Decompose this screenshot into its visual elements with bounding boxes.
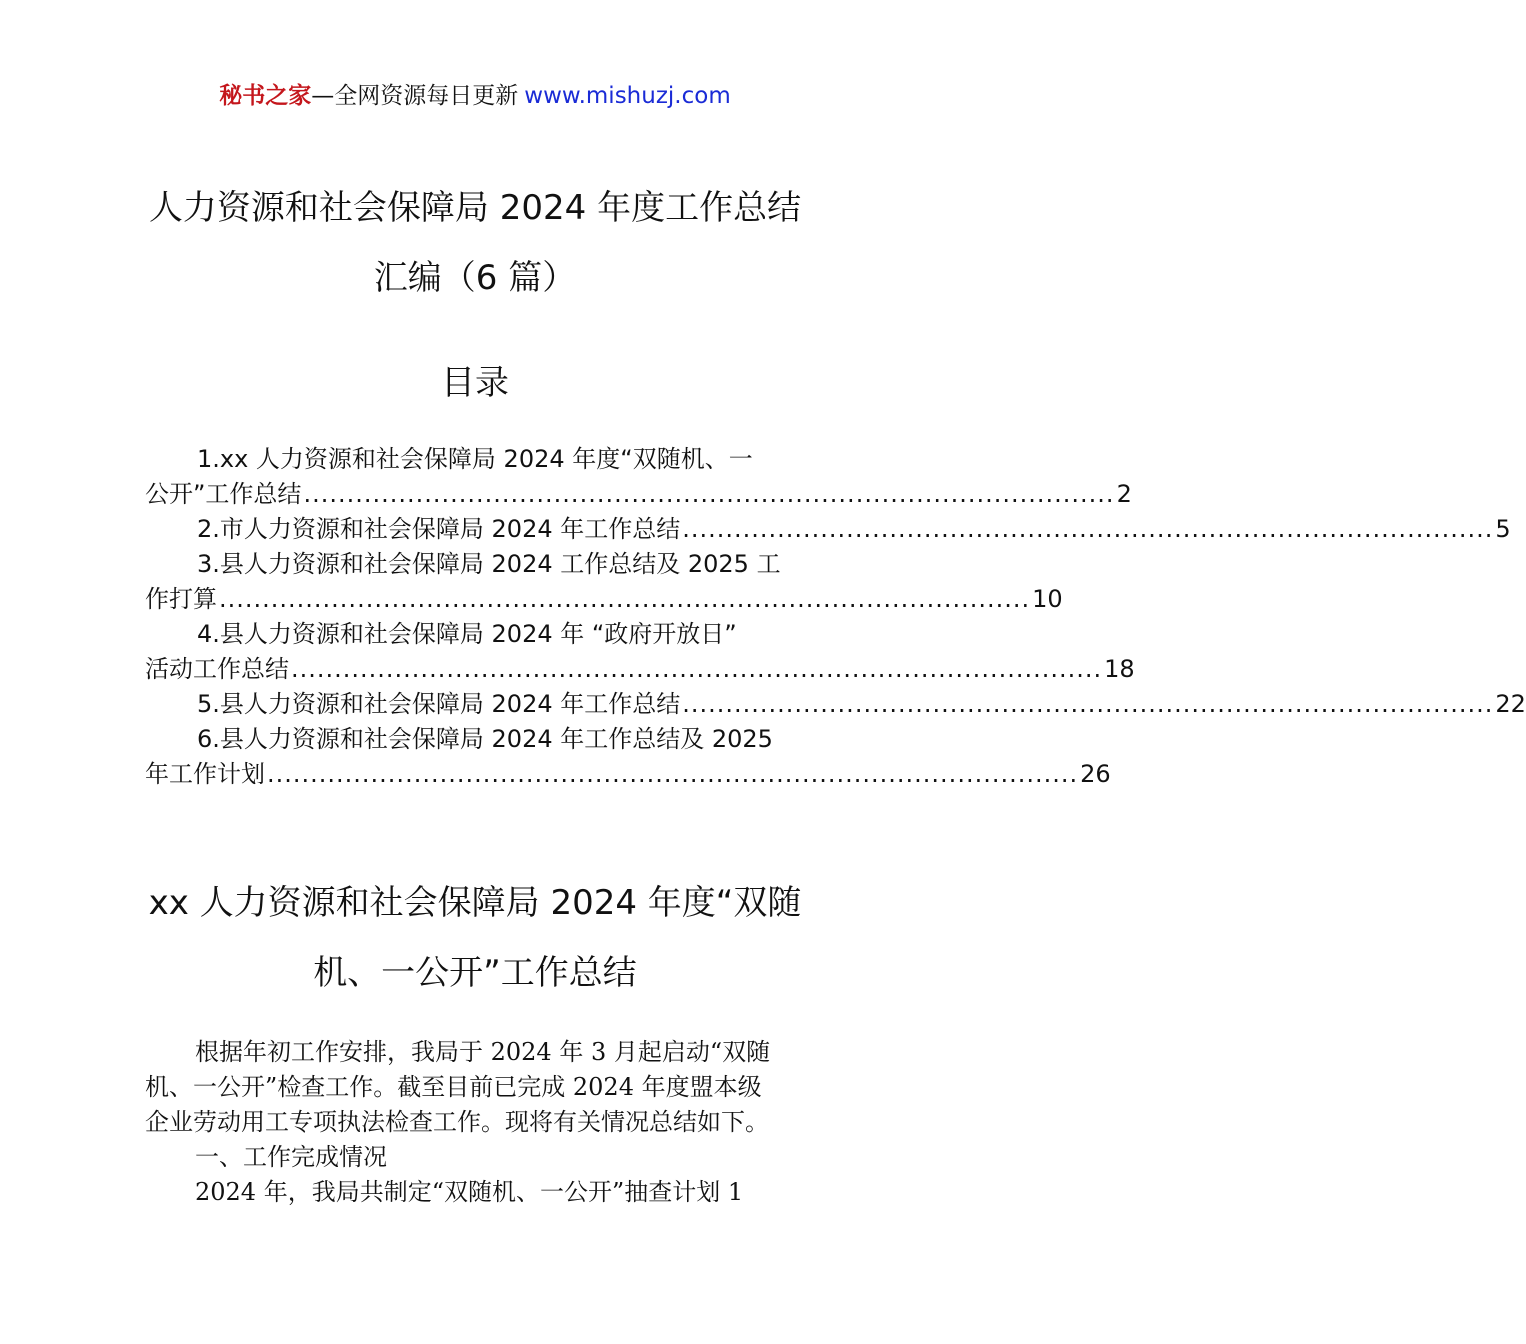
toc-item-3-line-2: 作打算 bbox=[145, 585, 217, 613]
site-header bbox=[0, 78, 950, 114]
toc-item-3-line-1: 3.县人力资源和社会保障局 2024 工作总结及 2025 工 bbox=[197, 550, 781, 578]
toc-item-4-cont[interactable] bbox=[145, 652, 1135, 687]
document-title-line-1: 人力资源和社会保障局 2024 年度工作总结 bbox=[148, 188, 802, 228]
toc-leader-dots: .............................................................................................. bbox=[267, 760, 1079, 788]
toc-item-2[interactable] bbox=[145, 512, 1511, 547]
toc-leader-dots: .............................................................................................. bbox=[219, 585, 1031, 613]
toc-item-2-page: 5 bbox=[1495, 515, 1511, 543]
paragraph-line: 机、一公开”检查工作。截至目前已完成 2024 年度盟本级 bbox=[145, 1073, 762, 1101]
toc-item-6-line-2: 年工作计划 bbox=[145, 760, 265, 788]
toc-item-5-page: 22 bbox=[1495, 690, 1526, 718]
toc-item-2-label: 2.市人力资源和社会保障局 2024 年工作总结 bbox=[197, 515, 681, 543]
paragraph-line: 企业劳动用工专项执法检查工作。现将有关情况总结如下。 bbox=[145, 1108, 769, 1136]
toc-item-1-line-1: 1.xx 人力资源和社会保障局 2024 年度“双随机、一 bbox=[197, 445, 753, 473]
toc-item-1-page: 2 bbox=[1116, 480, 1132, 508]
toc-item-1-cont[interactable] bbox=[145, 477, 1132, 512]
toc-item-4-line-2: 活动工作总结 bbox=[145, 655, 289, 683]
toc-item-4[interactable] bbox=[145, 617, 805, 652]
toc-item-1[interactable] bbox=[145, 442, 805, 477]
brand-name: 秘书之家 bbox=[219, 83, 312, 109]
toc-item-3[interactable] bbox=[145, 547, 805, 582]
toc-item-3-page: 10 bbox=[1032, 585, 1063, 613]
toc-item-4-line-1: 4.县人力资源和社会保障局 2024 年 “政府开放日” bbox=[197, 620, 737, 648]
toc-item-4-page: 18 bbox=[1104, 655, 1135, 683]
document-title-line-2: 汇编（6 篇） bbox=[373, 258, 577, 298]
toc-item-5-label: 5.县人力资源和社会保障局 2024 年工作总结 bbox=[197, 690, 681, 718]
toc-item-6-page: 26 bbox=[1080, 760, 1111, 788]
toc-heading: 目录 bbox=[441, 363, 509, 403]
toc-leader-dots: .............................................................................................. bbox=[303, 480, 1115, 508]
toc-item-6-line-1: 6.县人力资源和社会保障局 2024 年工作总结及 2025 bbox=[197, 725, 773, 753]
toc-item-6[interactable] bbox=[145, 722, 805, 757]
paragraph-line: 根据年初工作安排，我局于 2024 年 3 月起启动“双随 bbox=[195, 1038, 771, 1066]
toc-leader-dots: .............................................................................................. bbox=[682, 515, 1494, 543]
toc-leader-dots: .............................................................................................. bbox=[682, 690, 1494, 718]
subheading: 一、工作完成情况 bbox=[195, 1143, 387, 1171]
toc-item-6-cont[interactable] bbox=[145, 757, 1111, 792]
section-body bbox=[145, 1035, 805, 1210]
section-title-line-2: 机、一公开”工作总结 bbox=[313, 953, 637, 993]
toc-item-3-cont[interactable] bbox=[145, 582, 1063, 617]
site-url-link[interactable]: www.mishuzj.com bbox=[524, 83, 731, 109]
toc-leader-dots: .............................................................................................. bbox=[291, 655, 1103, 683]
table-of-contents bbox=[145, 442, 1526, 792]
section-title-line-1: xx 人力资源和社会保障局 2024 年度“双随 bbox=[148, 883, 802, 923]
toc-item-1-line-2: 公开”工作总结 bbox=[145, 480, 302, 508]
toc-item-5[interactable] bbox=[145, 687, 1526, 722]
paragraph-line: 2024 年，我局共制定“双随机、一公开”抽查计划 1 bbox=[195, 1178, 744, 1206]
header-tagline: —全网资源每日更新 bbox=[311, 83, 519, 109]
